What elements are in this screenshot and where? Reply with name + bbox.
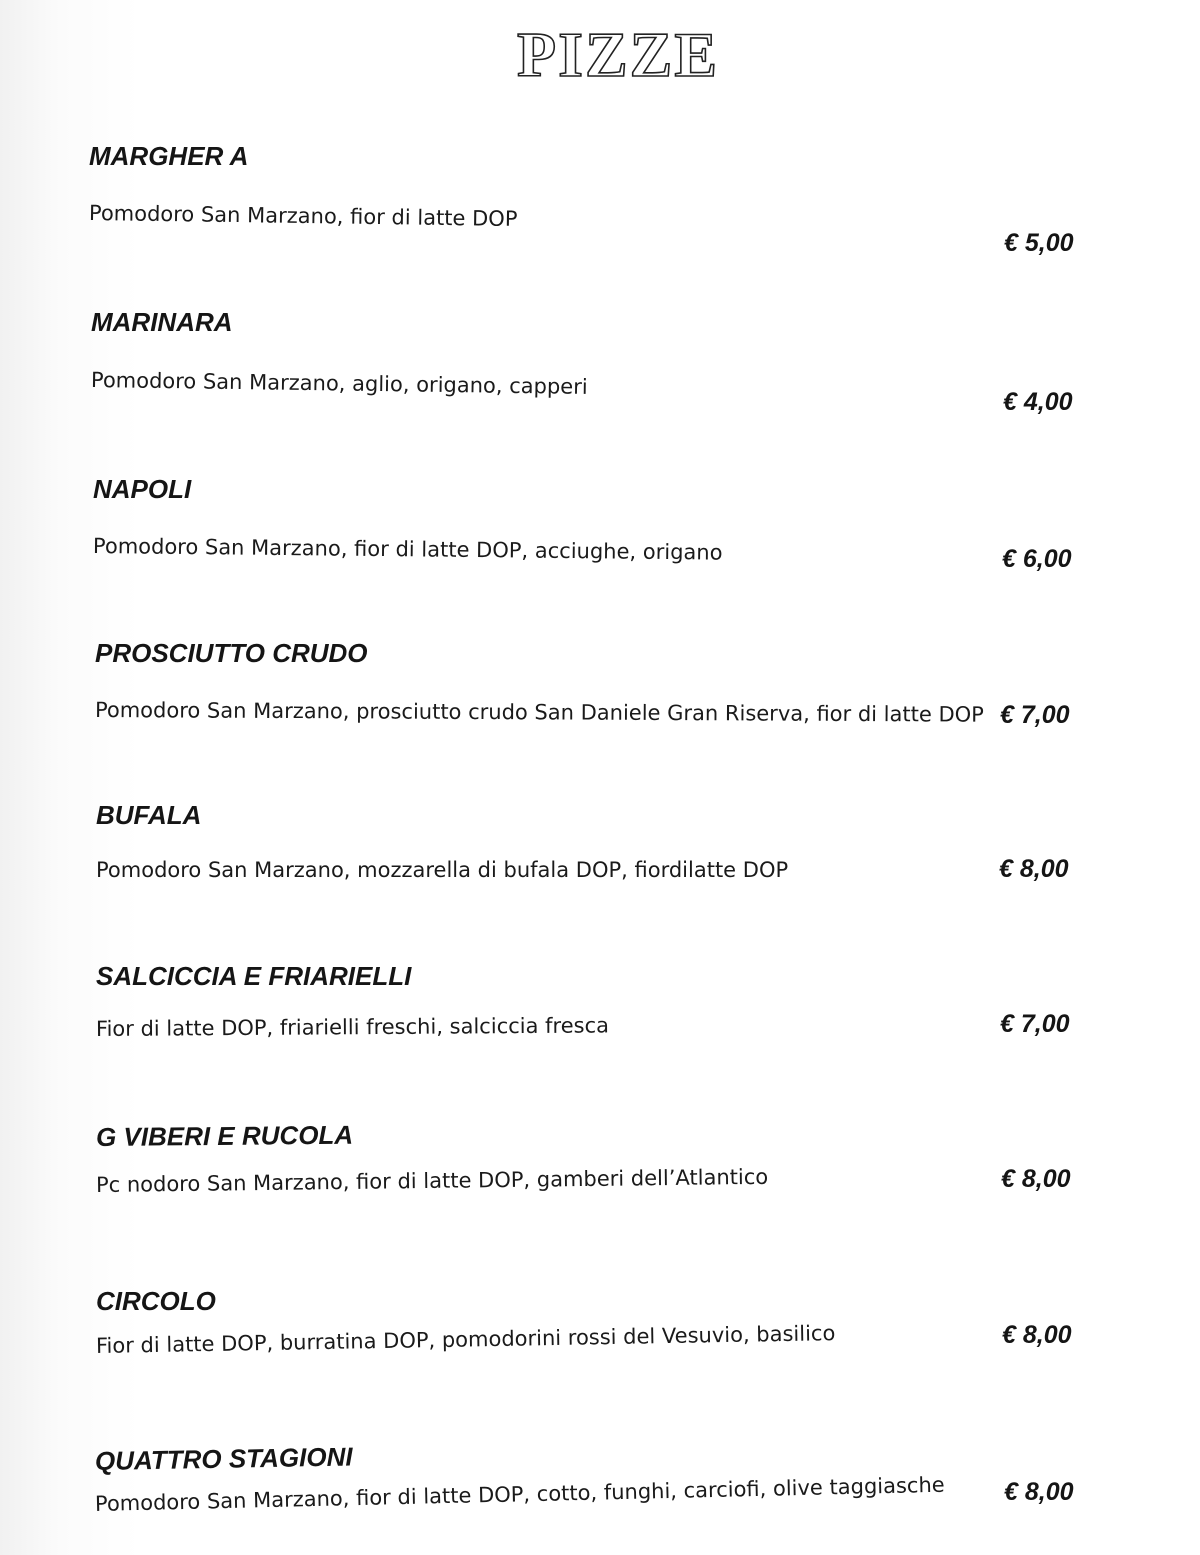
item-price: € 5,00: [1004, 229, 1074, 257]
item-price: € 8,00: [1001, 1165, 1071, 1193]
item-description: Pc nodoro San Marzano, fior di latte DOP, gamberi dell’Atlantico: [95, 1164, 769, 1197]
item-description: Fior di latte DOP, friarielli freschi, salciccia fresca: [95, 1013, 610, 1041]
item-description: Pomodoro San Marzano, mozzarella di bufala DOP, fiordilatte DOP: [96, 858, 789, 882]
item-price: € 7,00: [1000, 701, 1070, 729]
item-name: MARGHER A: [89, 141, 249, 171]
item-price: € 8,00: [999, 855, 1069, 883]
item-name: QUATTRO STAGIONI: [94, 1441, 353, 1476]
item-name: PROSCIUTTO CRUDO: [95, 638, 368, 668]
item-description: Pomodoro San Marzano, fior di latte DOP, acciughe, origano: [92, 534, 723, 565]
item-name: NAPOLI: [93, 474, 192, 504]
item-name: BUFALA: [96, 800, 202, 830]
item-name: CIRCOLO: [96, 1286, 216, 1316]
item-name: SALCICCIA E FRIARIELLI: [96, 961, 412, 991]
item-name: G VIBERI E RUCOLA: [95, 1119, 354, 1152]
item-price: € 4,00: [1003, 388, 1073, 416]
item-price: € 6,00: [1002, 545, 1072, 573]
item-description: Pomodoro San Marzano, prosciutto crudo San Daniele Gran Riserva, fior di latte DOP: [94, 698, 984, 727]
item-description: Pomodoro San Marzano, fior di latte DOP, cotto, funghi, carciofi, olive taggiasche: [94, 1472, 945, 1516]
item-description: Fior di latte DOP, burratina DOP, pomodorini rossi del Vesuvio, basilico: [95, 1321, 836, 1358]
item-price: € 7,00: [1000, 1010, 1070, 1038]
menu-title: PIZZE: [516, 19, 720, 90]
item-description: Pomodoro San Marzano, aglio, origano, capperi: [90, 368, 588, 399]
item-description: Pomodoro San Marzano, fior di latte DOP: [88, 201, 518, 231]
item-price: € 8,00: [1002, 1321, 1072, 1349]
item-price: € 8,00: [1004, 1478, 1074, 1506]
item-name: MARINARA: [91, 307, 233, 337]
